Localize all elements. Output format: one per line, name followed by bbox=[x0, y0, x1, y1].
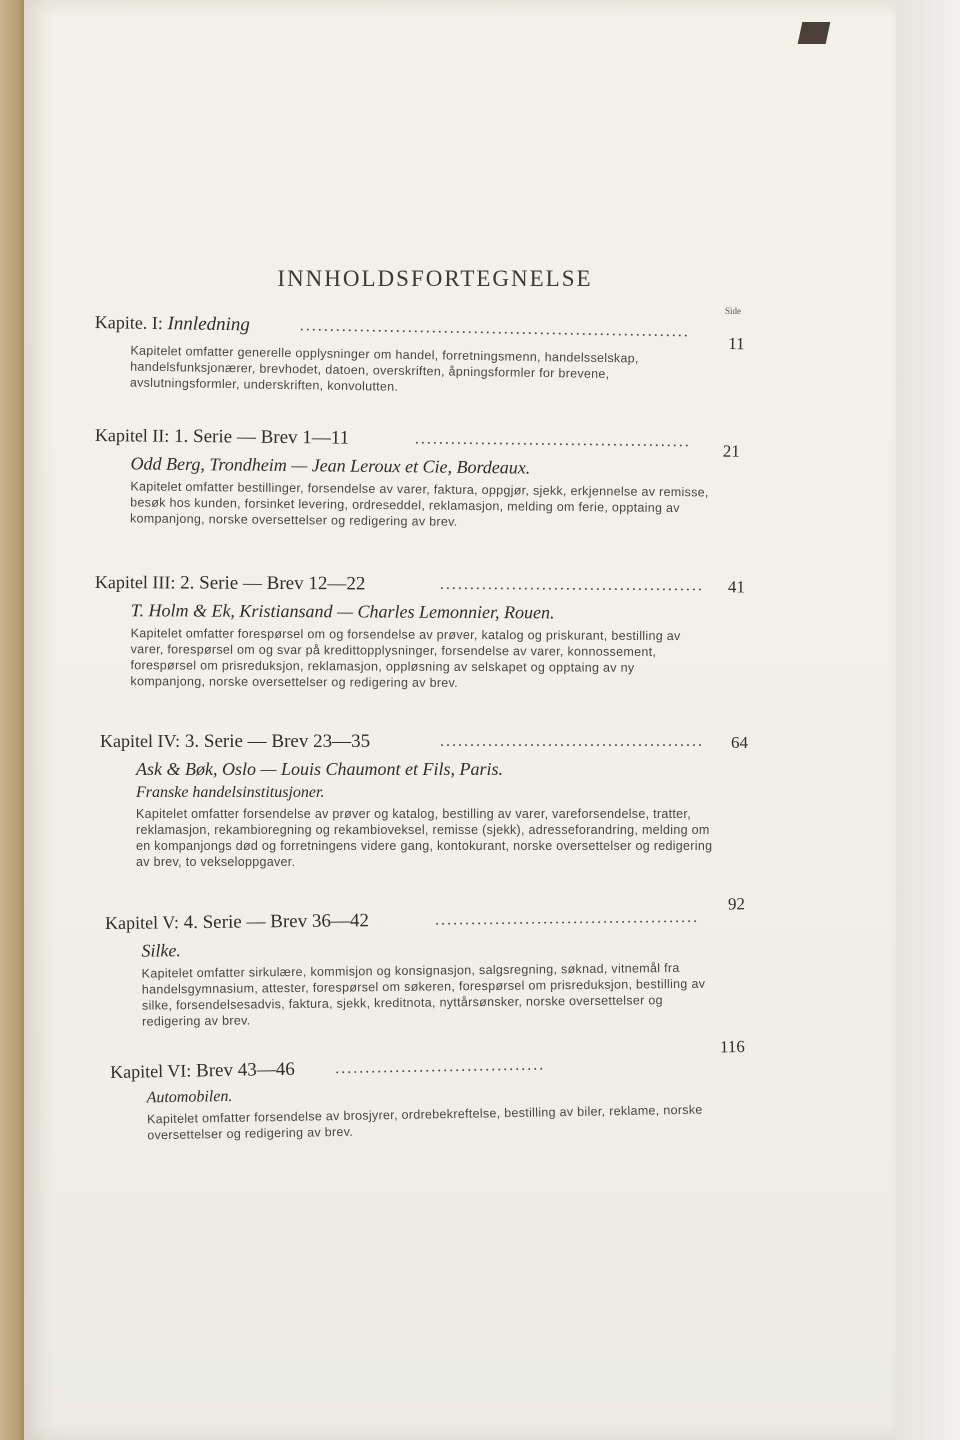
chapter-description: Kapitelet omfatter sirkulære, kommisjon og konsignasjon, salgsregning, søknad, vitnemål fra handelsgymnasium, attester, forespørsel om søkeren, forespørsel om prisreduksjon, bestilling av silke, forsendelsesadvis, faktura, sjekk, kreditnota, nyttårsønsker, norske oversettelser og redigering av brev. bbox=[141, 960, 706, 1029]
chapter-heading: Kapitel V: 4. Serie — Brev 36—42 bbox=[105, 910, 370, 934]
page-number: 92 bbox=[727, 894, 746, 914]
book-page bbox=[24, 0, 896, 1440]
chapter-heading: Kapite. I: Innledning bbox=[94, 312, 251, 336]
chapter-entry-5 bbox=[105, 894, 766, 1030]
chapter-heading: Kapitel II: 1. Serie — Brev 1—11 bbox=[94, 425, 350, 449]
chapter-heading: Kapitel VI: Brev 43—46 bbox=[110, 1058, 295, 1082]
page-number: 64 bbox=[731, 733, 748, 752]
page-number: 21 bbox=[722, 441, 740, 461]
page-number: 116 bbox=[719, 1036, 745, 1057]
page-title: INNHOLDSFORTEGNELSE bbox=[277, 266, 593, 291]
chapter-description: Kapitelet omfatter forsendelse av brosjyrer, ordrebekreftelse, bestilling av biler, reklame, norske oversettelser og redigering av brev. bbox=[146, 1102, 703, 1143]
chapter-description: Kapitelet omfatter generelle opplysninger om handel, forretningsmenn, handelsselskap, handelsfunksjonærer, brevhodet, datoen, overskriften, åpningsformler for brevene, avslutningsformler, underskriften, konvolutten. bbox=[129, 343, 639, 394]
chapter-entry-3 bbox=[94, 572, 755, 692]
chapter-heading: Kapitel III: 2. Serie — Brev 12—22 bbox=[94, 572, 366, 595]
chapter-entry-2 bbox=[94, 425, 755, 533]
chapter-subtitle: Ask & Bøk, Oslo — Louis Chaumont et Fils, Paris. bbox=[136, 759, 504, 779]
chapter-subtitle: Odd Berg, Trondheim — Jean Leroux et Cie, Bordeaux. bbox=[130, 453, 531, 478]
leader-dots: ................................................................. bbox=[299, 317, 690, 341]
page-column-label: Side bbox=[725, 306, 742, 316]
chapter-description: Kapitelet omfatter forsendelse av prøver og katalog, bestilling av varer, vareforsendelse, tratter, reklamasjon, rekambioregning og rekambioveksel, remisse (sjekk), adresseforandring, melding om en kompanjongs død og forretningens videre gang, kontokurant, norske oversettelser og redigering av brev, to vekseloppgaver. bbox=[136, 807, 713, 869]
leader-dots: ............................................ bbox=[435, 908, 700, 929]
chapter-entry-6 bbox=[110, 1036, 771, 1144]
chapter-description: Kapitelet omfatter bestillinger, forsendelse av varer, faktura, oppgjør, sjekk, erkjennelse av remisse, besøk hos kunden, forsinket levering, ordreseddel, reklamasjon, melding om ferie, opptaing av kompanjong, norske oversettelser og redigering av brev. bbox=[129, 479, 709, 529]
chapter-subtitle: Silke. bbox=[141, 940, 181, 961]
leader-dots: ................................... bbox=[335, 1056, 546, 1078]
leader-dots: ............................................ bbox=[440, 733, 704, 750]
chapter-entry-4 bbox=[100, 731, 760, 870]
chapter-heading: Kapitel IV: 3. Serie — Brev 23—35 bbox=[100, 731, 371, 752]
chapter-subtitle: T. Holm & Ek, Kristiansand — Charles Lemonnier, Rouen. bbox=[130, 600, 555, 623]
page-number: 41 bbox=[727, 577, 745, 597]
page-number: 11 bbox=[728, 333, 745, 354]
leader-dots: ............................................ bbox=[439, 575, 704, 595]
chapter-description: Kapitelet omfatter forespørsel om og forsendelse av prøver, katalog og priskurant, bestilling av varer, forespørsel om og svar på kredittopplysninger, forsendelse av varer, konnossement, forespørsel om prisreduksjon, reklamasjon, oppløsning av selskapet og opptaing av ny kompanjong, norske oversettelser og redigering av brev. bbox=[130, 626, 681, 690]
leader-dots: .............................................. bbox=[414, 430, 691, 451]
chapter-subtitle: Automobilen. bbox=[146, 1087, 233, 1107]
background-surface bbox=[896, 0, 960, 1440]
chapter-entry-1 bbox=[94, 312, 755, 400]
chapter-subtitle-2: Franske handelsinstitusjoner. bbox=[136, 784, 325, 801]
page-corner-tab bbox=[798, 22, 831, 44]
